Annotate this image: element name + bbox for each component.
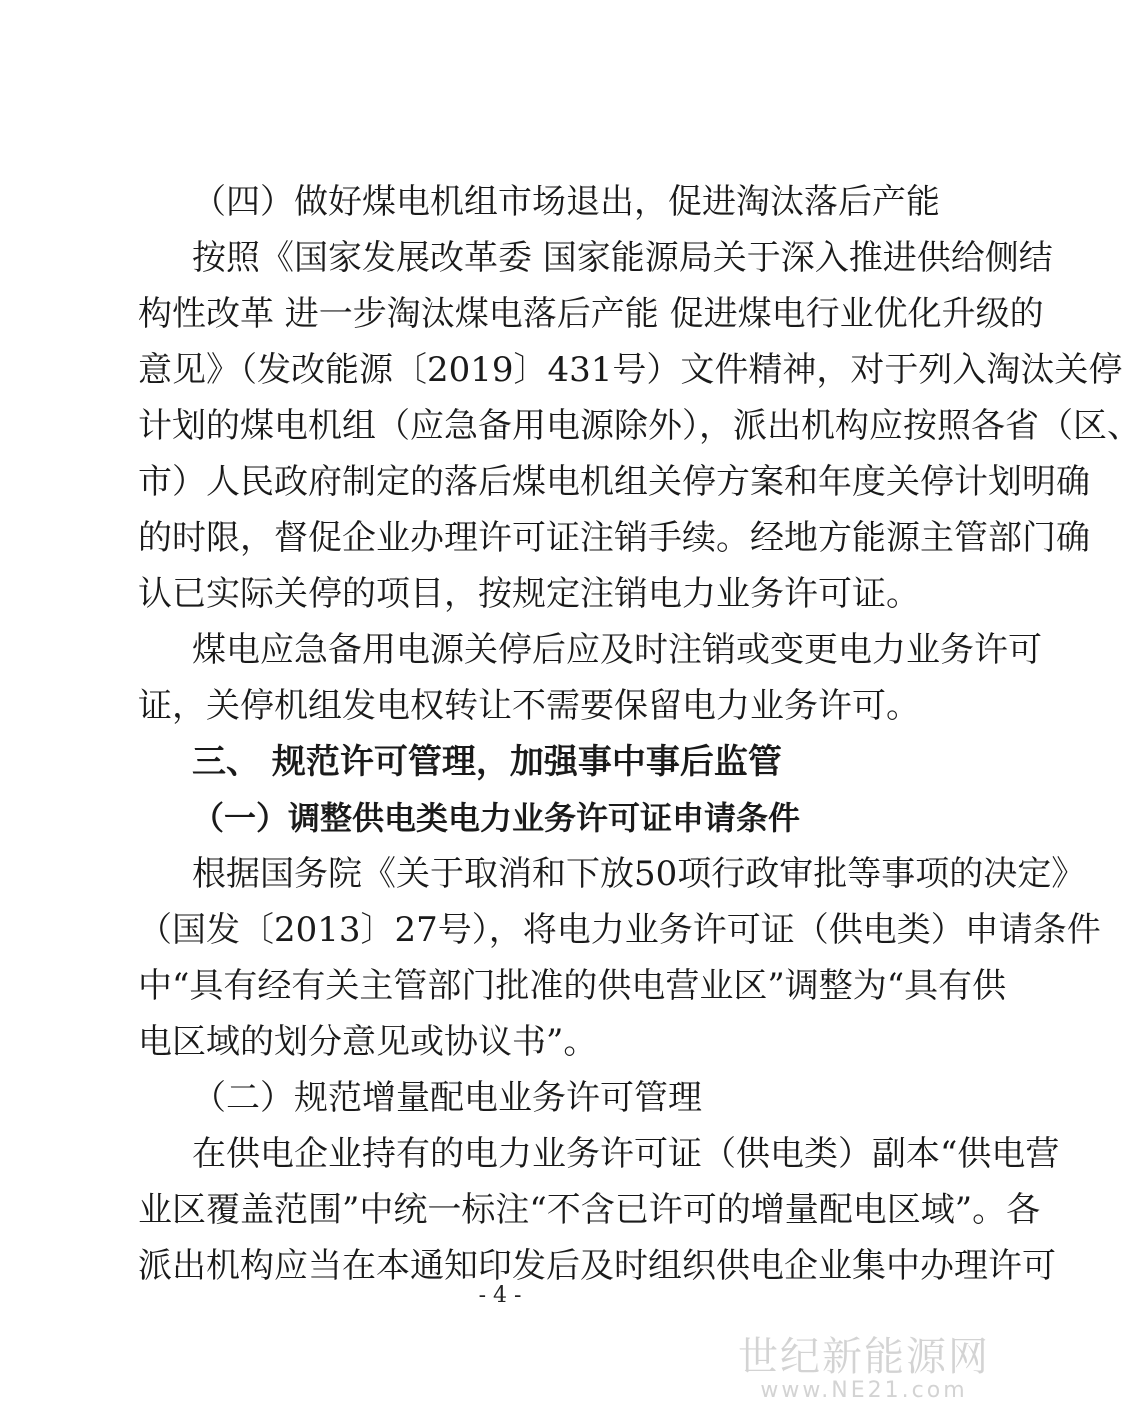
paragraph-line: 煤电应急备用电源关停后应及时注销或变更电力业务许可 [192, 630, 1042, 670]
subheading-one: （一）调整供电类电力业务许可证申请条件 [192, 799, 801, 837]
paragraph-line: 根据国务院《关于取消和下放50项行政审批等事项的决定》 [192, 854, 1086, 894]
paragraph-line: 中“具有经有关主管部门批准的供电营业区”调整为“具有供 [138, 966, 1007, 1006]
paragraph-line: （国发〔2013〕27号），将电力业务许可证（供电类）申请条件 [138, 910, 1101, 950]
paragraph-line: 派出机构应当在本通知印发后及时组织供电企业集中办理许可 [138, 1246, 1056, 1286]
paragraph-line: 计划的煤电机组（应急备用电源除外），派出机构应按照各省（区、 [138, 406, 1141, 446]
section-heading-three: 三、 规范许可管理，加强事中事后监管 [192, 742, 782, 782]
watermark-title: 世纪新能源网 [738, 1334, 990, 1380]
paragraph-line: 按照《国家发展改革委 国家能源局关于深入推进供给侧结 [192, 238, 1053, 278]
paragraph-line: 意见》（发改能源〔2019〕431号）文件精神，对于列入淘汰关停 [138, 350, 1123, 390]
paragraph-line: 电区域的划分意见或协议书”。 [138, 1022, 598, 1062]
subheading-four: （四）做好煤电机组市场退出，促进淘汰落后产能 [192, 182, 940, 222]
paragraph-line: 的时限，督促企业办理许可证注销手续。经地方能源主管部门确 [138, 518, 1090, 558]
watermark [738, 1335, 990, 1403]
paragraph-line: 在供电企业持有的电力业务许可证（供电类）副本“供电营 [192, 1134, 1060, 1174]
paragraph-line: 认已实际关停的项目，按规定注销电力业务许可证。 [138, 574, 920, 614]
paragraph-line: 构性改革 进一步淘汰煤电落后产能 促进煤电行业优化升级的 [138, 294, 1044, 334]
watermark-url: www.NE21.com [760, 1378, 968, 1403]
paragraph-line: 证，关停机组发电权转让不需要保留电力业务许可。 [138, 686, 920, 726]
page-number: - 4 - [478, 1283, 522, 1308]
subheading-two: （二）规范增量配电业务许可管理 [192, 1078, 702, 1118]
paragraph-line: 业区覆盖范围”中统一标注“不含已许可的增量配电区域”。各 [138, 1190, 1041, 1230]
paragraph-line: 市）人民政府制定的落后煤电机组关停方案和年度关停计划明确 [138, 462, 1090, 502]
